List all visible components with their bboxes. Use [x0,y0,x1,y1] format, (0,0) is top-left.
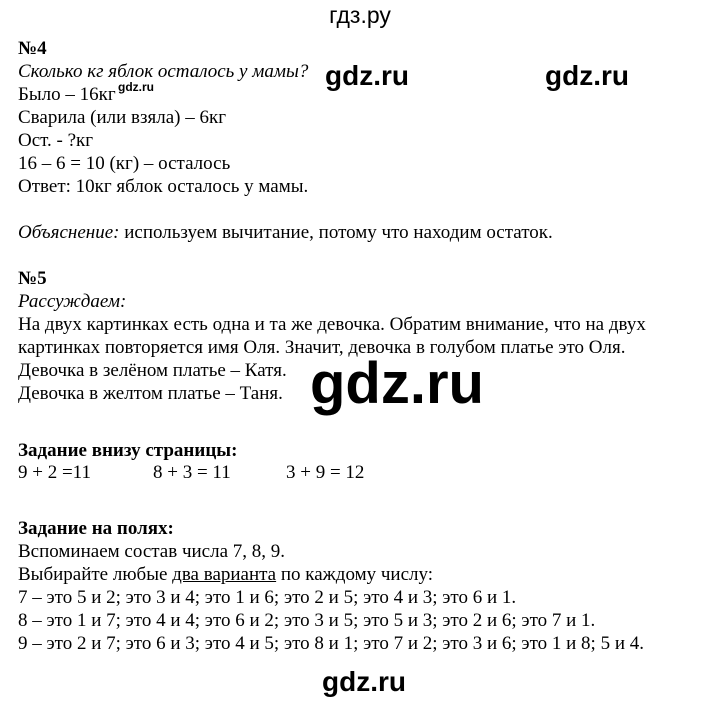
equation-3: 3 + 9 = 12 [286,462,365,483]
task5-line-1: На двух картинках есть одна и та же девочка. Обратим внимание, что на двух [18,314,646,335]
instruction-after: по каждому числу: [276,564,434,585]
task4-line-1: Было – 16кг [18,84,116,105]
task4-number: №4 [18,38,47,59]
instruction-before: Выбирайте любые [18,564,173,585]
task4-explanation [18,222,553,244]
task5-number: №5 [18,268,47,289]
composition-8: 8 – это 1 и 7; это 4 и 4; это 6 и 2; это 3 и 5; это 5 и 3; это 2 и 6; это 7 и 1. [18,610,596,631]
task4-question: Сколько кг яблок осталось у мамы? [18,61,309,82]
composition-7: 7 – это 5 и 2; это 3 и 4; это 1 и 6; это 2 и 5; это 4 и 3; это 6 и 1. [18,587,517,608]
watermark: gdz.ru [325,60,409,91]
explanation-text: используем вычитание, потому что находим остаток. [119,222,553,243]
watermark: gdz.ru [545,60,629,91]
margin-task-instruction [18,564,433,586]
equation-2: 8 + 3 = 11 [153,462,231,483]
composition-9: 9 – это 2 и 7; это 6 и 3; это 4 и 5; это 8 и 1; это 7 и 2; это 3 и 6; это 1 и 8; 5 и 4. [18,633,644,654]
watermark: gdz.ru [118,80,154,94]
margin-task-intro: Вспоминаем состав числа 7, 8, 9. [18,541,286,562]
instruction-underlined: два варианта [172,564,277,585]
bottom-task-title: Задание внизу страницы: [18,440,238,461]
task5-line-3: Девочка в зелёном платье – Катя. [18,360,287,381]
task5-line-4: Девочка в желтом платье – Таня. [18,383,283,404]
task5-reasoning-label: Рассуждаем: [18,291,127,312]
explanation-label: Объяснение: [18,222,120,243]
task4-line-2: Сварила (или взяла) – 6кг [18,107,227,128]
task5-line-2: картинках повторяется имя Оля. Значит, девочка в голубом платье это Оля. [18,337,626,358]
task4-answer: Ответ: 10кг яблок осталось у мамы. [18,176,309,197]
watermark: gdz.ru [310,351,484,416]
site-header: гдз.ру [329,2,391,28]
task4-line-3: Ост. - ?кг [18,130,94,151]
watermark: gdz.ru [322,666,406,697]
margin-task-title: Задание на полях: [18,518,174,539]
task4-line-4: 16 – 6 = 10 (кг) – осталось [18,153,231,174]
equation-1: 9 + 2 =11 [18,462,91,483]
